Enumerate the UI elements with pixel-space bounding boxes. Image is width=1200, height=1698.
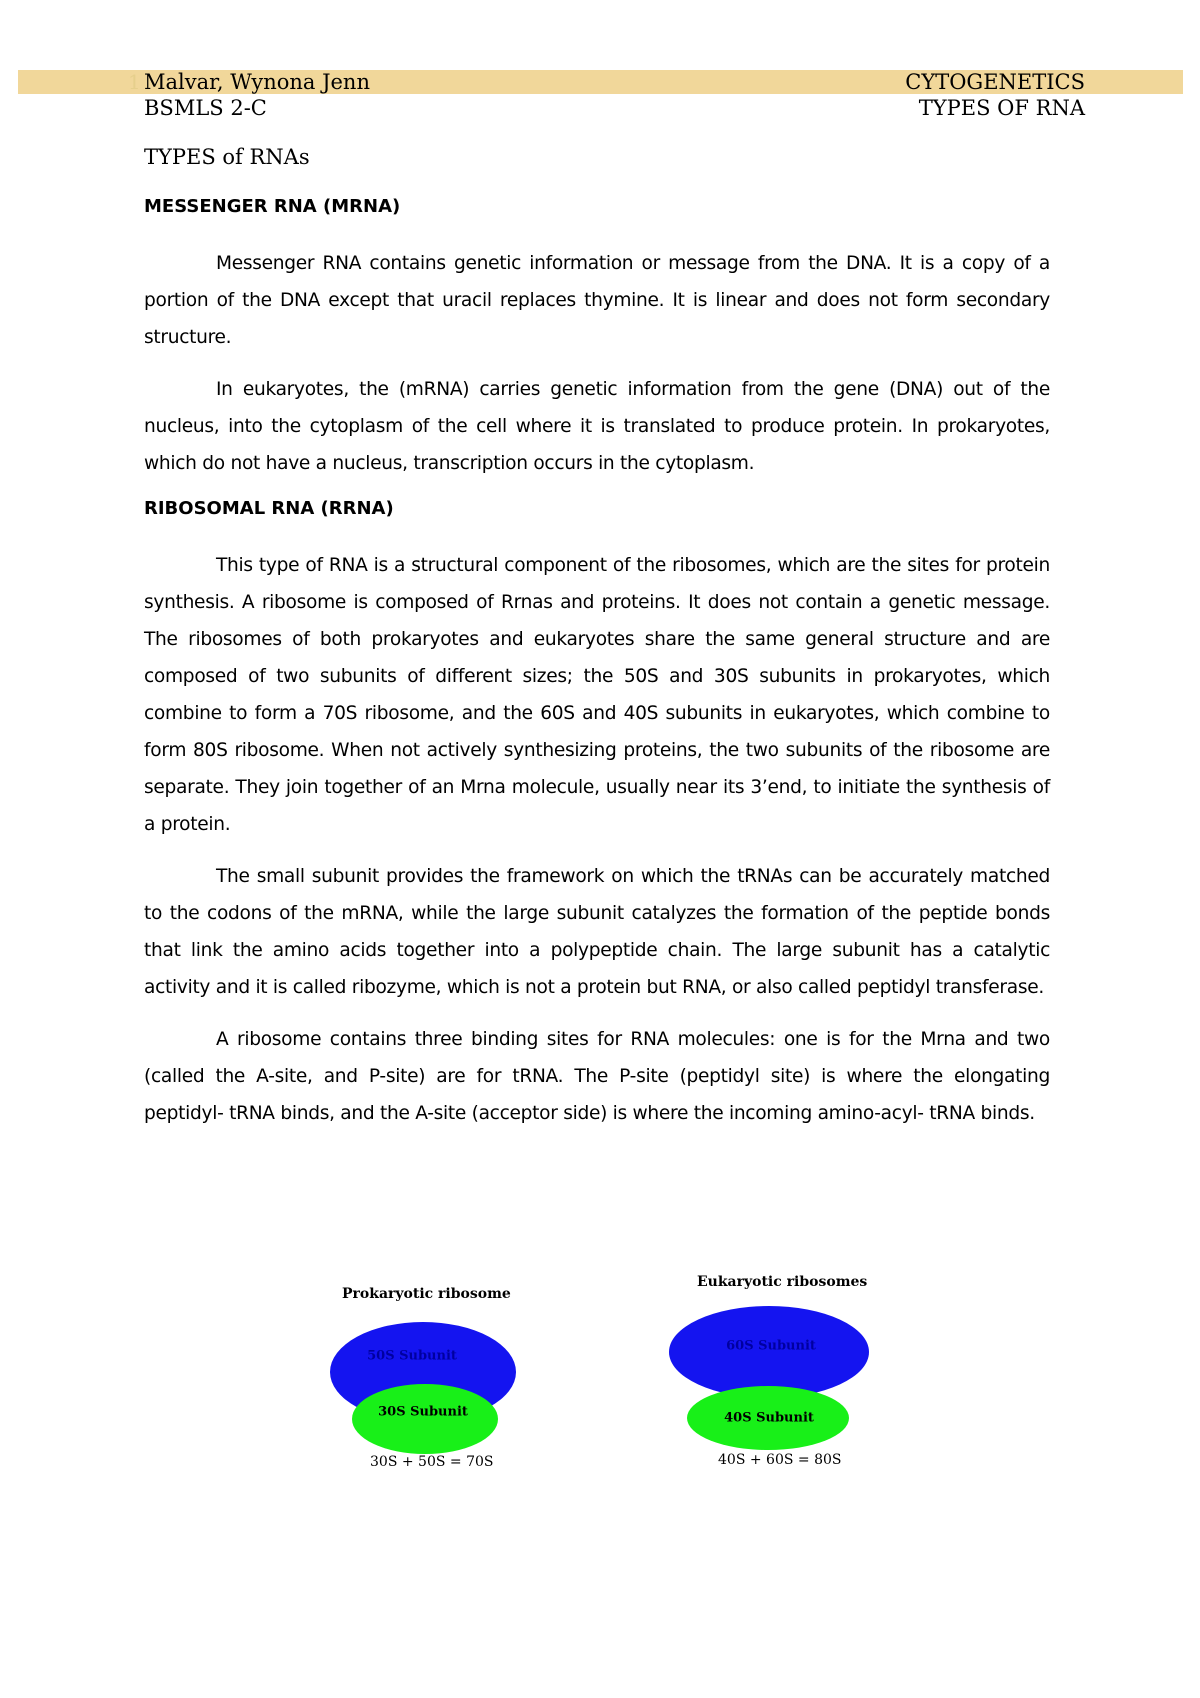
paragraph: A ribosome contains three binding sites for RNA molecules: one is for the Mrna and two (called the A-site, and P-site) are for tRNA. The P-site (peptidyl site) is where the elongating peptidyl- tRNA binds, and the A-site (acceptor side) is where the incoming amino-acyl- tRNA binds. <box>144 1029 1050 1124</box>
author-name: Malvar, Wynona Jenn <box>144 70 370 94</box>
paragraph: Messenger RNA contains genetic information or message from the DNA. It is a copy of a portion of the DNA except that uracil replaces thymine. It is linear and does not form secondary structure. <box>144 253 1050 348</box>
large-subunit-label: 60S Subunit <box>726 1338 816 1354</box>
figure-title: Eukaryotic ribosomes <box>697 1274 868 1290</box>
small-subunit-label: 40S Subunit <box>724 1410 814 1426</box>
document-body <box>144 195 1050 1147</box>
equation-label: 40S + 60S = 80S <box>718 1452 842 1468</box>
equation-label: 30S + 50S = 70S <box>370 1454 494 1470</box>
paragraph: This type of RNA is a structural component of the ribosomes, which are the sites for protein synthesis. A ribosome is composed of Rrnas and proteins. It does not contain a genetic message. The ribosomes of both prokaryotes and eukaryotes share the same general structure and are composed of two subunits of different sizes; the 50S and 30S subunits in prokaryotes, which combine to form a 70S ribosome, and the 60S and 40S subunits in eukaryotes, which combine to form 80S ribosome. When not actively synthesizing proteins, the two subunits of the ribosome are separate. They join together of an Mrna molecule, usually near its 3’end, to initiate the synthesis of a protein. <box>144 555 1050 835</box>
page-number: 1 <box>128 70 141 94</box>
section-heading-rrna: RIBOSOMAL RNA (RRNA) <box>144 498 394 519</box>
class-section: BSMLS 2-C <box>144 96 267 120</box>
paragraph: In eukaryotes, the (mRNA) carries genetic information from the gene (DNA) out of the nucleus, into the cytoplasm of the cell where it is translated to produce protein. In prokaryotes, which do not have a nucleus, transcription occurs in the cytoplasm. <box>144 379 1050 474</box>
document-title: TYPES of RNAs <box>144 145 310 169</box>
subject-label: CYTOGENETICS <box>905 70 1085 94</box>
paragraph: The small subunit provides the framework on which the tRNAs can be accurately matched to the codons of the mRNA, while the large subunit catalyzes the formation of the peptide bonds that link the amino acids together into a polypeptide chain. The large subunit has a catalytic activity and it is called ribozyme, which is not a protein but RNA, or also called peptidyl transferase. <box>144 866 1050 998</box>
large-subunit-label: 50S Subunit <box>367 1348 457 1364</box>
small-subunit-label: 30S Subunit <box>378 1404 468 1420</box>
figure-title: Prokaryotic ribosome <box>342 1286 511 1302</box>
section-heading-mrna: MESSENGER RNA (MRNA) <box>144 196 401 217</box>
topic-label: TYPES OF RNA <box>918 96 1085 120</box>
